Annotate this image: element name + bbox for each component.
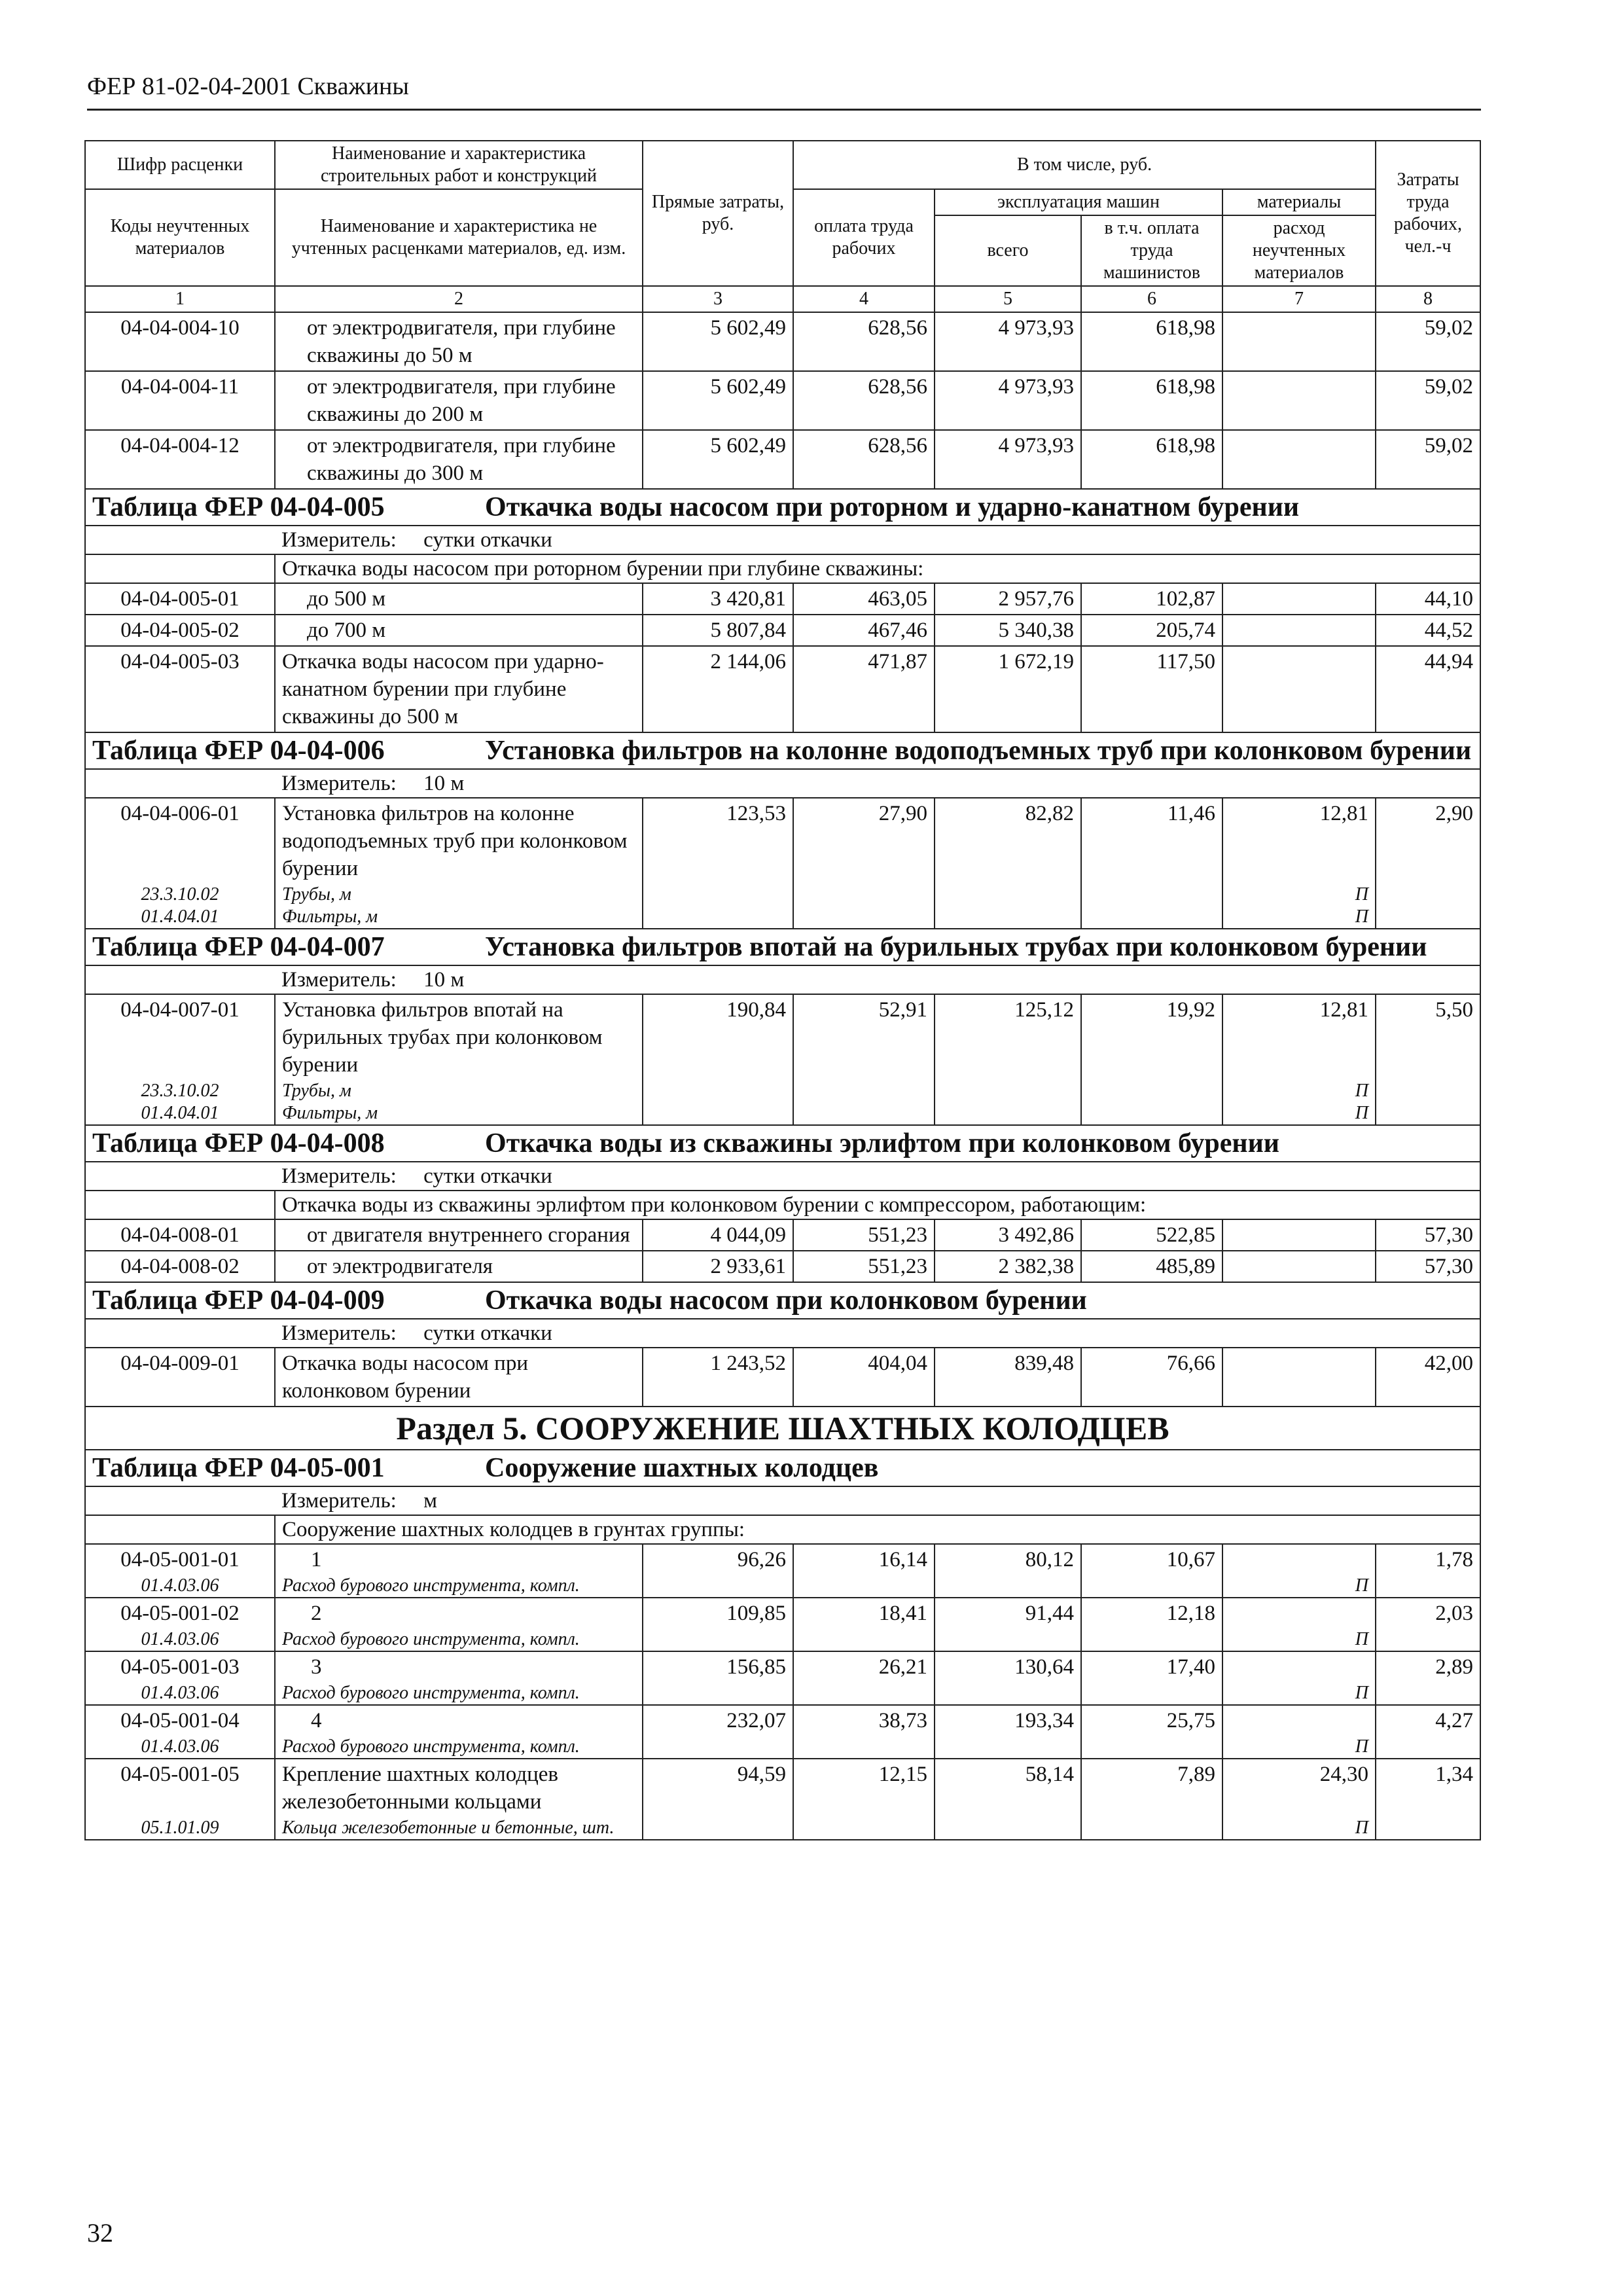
measure-unit: сутки откачки xyxy=(423,1321,552,1345)
table-title-row xyxy=(85,1282,1480,1319)
table-label: Таблица ФЕР 04-04-009 xyxy=(92,1285,385,1316)
section-title: Раздел 5. СООРУЖЕНИЕ ШАХТНЫХ КОЛОДЦЕВ xyxy=(85,1407,1480,1450)
measure-row: Измеритель: сутки откачки xyxy=(85,526,1480,554)
measure-unit: 10 м xyxy=(423,772,465,795)
table-title: Откачка воды из скважины эрлифтом при колонковом бурении xyxy=(485,1128,1279,1158)
table-label: Таблица ФЕР 04-05-001 xyxy=(92,1453,385,1483)
table-row: 04-04-005-02 до 700 м 5 807,84 467,46 5 340,38 205,74 44,52 xyxy=(85,615,1480,646)
material-row: 01.4.04.01 Фильтры, м П xyxy=(85,1102,1480,1125)
table-title: Откачка воды насосом при роторном и ударно-канатном бурении xyxy=(485,492,1300,522)
header-pay: оплата труда рабочих xyxy=(793,189,935,286)
table-label: Таблица ФЕР 04-04-007 xyxy=(92,932,385,962)
table-row: 04-04-005-01 до 500 м 3 420,81 463,05 2 957,76 102,87 44,10 xyxy=(85,583,1480,615)
header-direct: Прямые затраты, руб. xyxy=(643,141,793,286)
measure-row: Измеритель: м xyxy=(85,1486,1480,1515)
group-row: Откачка воды насосом при роторном бурении при глубине скважины: xyxy=(85,554,1480,583)
header-name1: Наименование и характеристика строительных работ и конструкций xyxy=(275,141,643,189)
header-materials-sub: расход неучтенных материалов xyxy=(1222,215,1376,286)
section-title-row xyxy=(85,1407,1480,1450)
material-row: 01.4.03.06 Расход бурового инструмента, компл. П xyxy=(85,1575,1480,1598)
measure-row: Измеритель: 10 м xyxy=(85,769,1480,798)
measure-row: Измеритель: сутки откачки xyxy=(85,1162,1480,1191)
measure-unit: м xyxy=(423,1489,437,1513)
table-title-row xyxy=(85,732,1480,769)
table-row: 04-05-001-04 4 232,07 38,73 193,34 25,75 4,27 xyxy=(85,1705,1480,1736)
material-row: 23.3.10.02 Трубы, м П xyxy=(85,884,1480,906)
material-row: 01.4.03.06 Расход бурового инструмента, компл. П xyxy=(85,1628,1480,1651)
table-title: Установка фильтров на колонне водоподъемных труб при колонковом бурении xyxy=(485,736,1472,766)
table-row: 04-05-001-01 1 96,26 16,14 80,12 10,67 1,78 xyxy=(85,1544,1480,1575)
table-row: 04-04-008-02 от электродвигателя 2 933,61 551,23 2 382,38 485,89 57,30 xyxy=(85,1251,1480,1282)
table-header-row xyxy=(85,141,1480,189)
table-row: 04-04-007-01 Установка фильтров впотай на бурильных трубах при колонковом бурении 190,84 52,91 125,12 19,92 12,81 5,50 xyxy=(85,994,1480,1080)
measure-unit: сутки откачки xyxy=(423,528,552,552)
header-machines-pay: в т.ч. оплата труда машинистов xyxy=(1081,215,1222,286)
table-row: 04-04-005-03 Откачка воды насосом при ударно-канатном бурении при глубине скважины до 500 м 2 144,06 471,87 1 672,19 117,50 44,94 xyxy=(85,646,1480,732)
table-label: Таблица ФЕР 04-04-005 xyxy=(92,492,385,522)
material-row: 01.4.03.06 Расход бурового инструмента, компл. П xyxy=(85,1736,1480,1759)
header-machines-total: всего xyxy=(935,215,1081,286)
header-name2: Наименование и характеристика не учтенных расценками материалов, ед. изм. xyxy=(275,189,643,286)
header-codes: Коды неучтенных материалов xyxy=(85,189,275,286)
page-number: 32 xyxy=(87,2218,113,2248)
material-row: 05.1.01.09 Кольца железобетонные и бетонные, шт. П xyxy=(85,1817,1480,1840)
header-materials: материалы xyxy=(1222,189,1376,215)
material-row: 23.3.10.02 Трубы, м П xyxy=(85,1080,1480,1102)
table-title: Откачка воды насосом при колонковом бурении xyxy=(485,1285,1087,1316)
header-labor: Затраты труда рабочих, чел.-ч xyxy=(1376,141,1480,286)
table-title: Установка фильтров впотай на бурильных трубах при колонковом бурении xyxy=(485,932,1427,962)
header-code: Шифр расценки xyxy=(85,141,275,189)
column-numbers-row: 1 2 3 4 5 6 7 8 xyxy=(85,286,1480,312)
table-row: 04-05-001-03 3 156,85 26,21 130,64 17,40 2,89 xyxy=(85,1651,1480,1682)
page-header xyxy=(87,72,1481,111)
header-incl: В том числе, руб. xyxy=(793,141,1376,189)
header-machines: эксплуатация машин xyxy=(935,189,1222,215)
table-row: 04-05-001-02 2 109,85 18,41 91,44 12,18 2,03 xyxy=(85,1598,1480,1628)
table-row: 04-04-009-01 Откачка воды насосом при колонковом бурении 1 243,52 404,04 839,48 76,66 42,00 xyxy=(85,1348,1480,1407)
material-row: 01.4.04.01 Фильтры, м П xyxy=(85,906,1480,929)
table-title: Сооружение шахтных колодцев xyxy=(485,1453,879,1483)
table-title-row xyxy=(85,1450,1480,1486)
table-title-row xyxy=(85,1125,1480,1162)
table-label: Таблица ФЕР 04-04-006 xyxy=(92,736,385,766)
measure-unit: сутки откачки xyxy=(423,1164,552,1188)
table-row: 04-04-004-10 от электродвигателя, при глубине скважины до 50 м 5 602,49 628,56 4 973,93 618,98 59,02 xyxy=(85,312,1480,371)
group-row: Откачка воды из скважины эрлифтом при колонковом бурении с компрессором, работающим: xyxy=(85,1191,1480,1219)
table-row: 04-04-008-01 от двигателя внутреннего сгорания 4 044,09 551,23 3 492,86 522,85 57,30 xyxy=(85,1219,1480,1251)
table-title-row xyxy=(85,929,1480,965)
rates-table xyxy=(84,140,1481,1840)
table-row: 04-04-004-11 от электродвигателя, при глубине скважины до 200 м 5 602,49 628,56 4 973,93 618,98 59,02 xyxy=(85,371,1480,430)
table-row: 04-05-001-05 Крепление шахтных колодцев железобетонными кольцами 94,59 12,15 58,14 7,89 24,30 1,34 xyxy=(85,1759,1480,1817)
measure-unit: 10 м xyxy=(423,968,465,992)
table-row: 04-04-006-01 Установка фильтров на колонне водоподъемных труб при колонковом бурении 123,53 27,90 82,82 11,46 12,81 2,90 xyxy=(85,798,1480,884)
table-label: Таблица ФЕР 04-04-008 xyxy=(92,1128,385,1158)
material-row: 01.4.03.06 Расход бурового инструмента, компл. П xyxy=(85,1682,1480,1705)
measure-row: Измеритель: сутки откачки xyxy=(85,1319,1480,1348)
document-title: ФЕР 81-02-04-2001 Скважины xyxy=(87,73,409,100)
measure-row: Измеритель: 10 м xyxy=(85,965,1480,994)
group-row: Сооружение шахтных колодцев в грунтах группы: xyxy=(85,1515,1480,1544)
table-row: 04-04-004-12 от электродвигателя, при глубине скважины до 300 м 5 602,49 628,56 4 973,93 618,98 59,02 xyxy=(85,430,1480,489)
table-title-row xyxy=(85,489,1480,526)
